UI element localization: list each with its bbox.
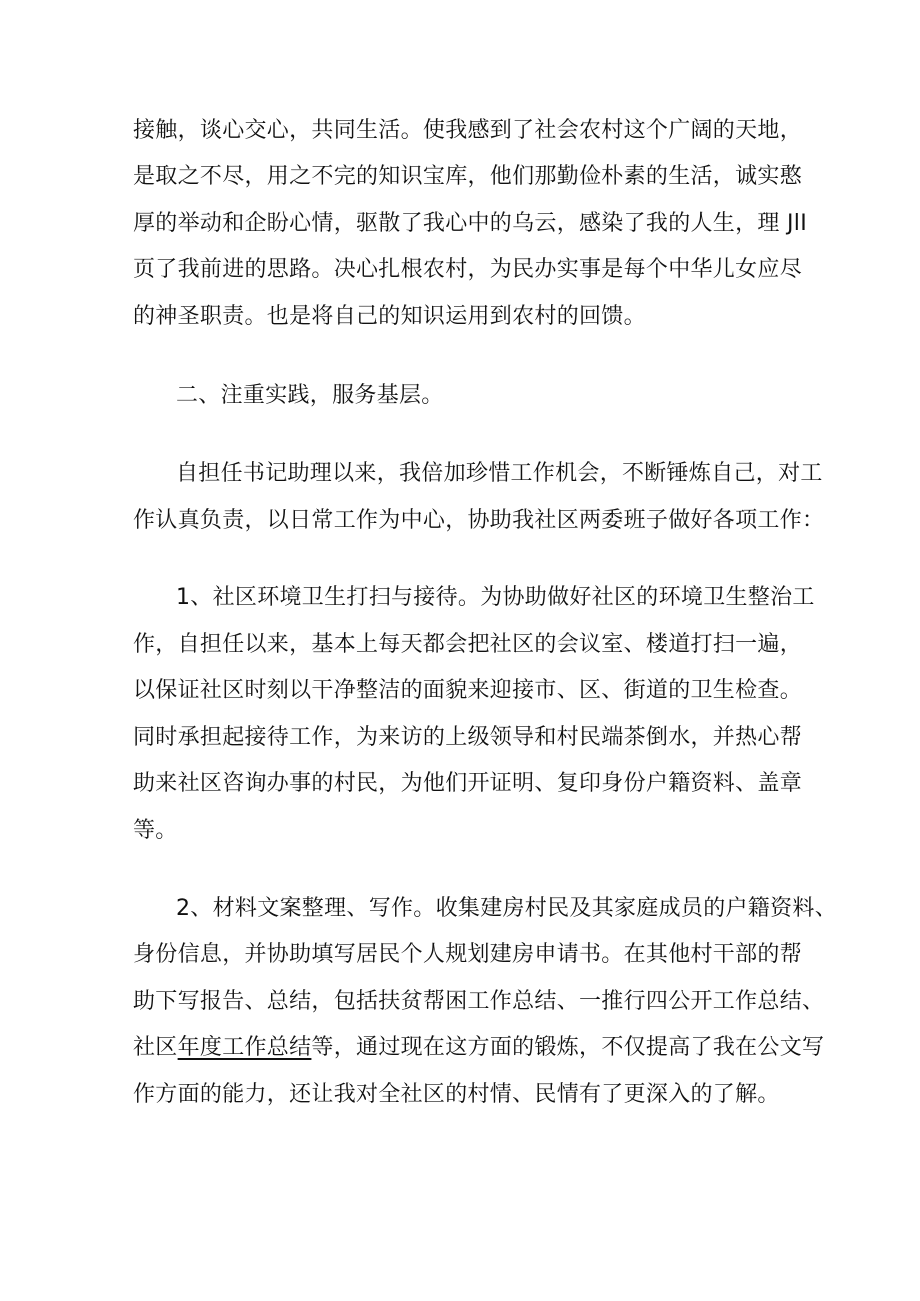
paragraph-3-line-5: 助来社区咨询办事的村民，为他们开证明、复印身份户籍资料、盖章 (133, 771, 803, 796)
annual-work-summary-link[interactable]: 年度工作总结 (177, 1035, 312, 1060)
paragraph-4-line-3: 助下写报告、总结，包括扶贫帮困工作总结、一推行四公开工作总结、 (133, 989, 825, 1014)
paragraph-4-line-5: 作方面的能力，还让我对全社区的村情、民情有了更深入的了解。 (133, 1082, 780, 1107)
paragraph-4-line-2: 身份信息，并协助填写居民个人规划建房申请书。在其他村干部的帮 (133, 942, 803, 967)
paragraph-2-line-2: 作认真负责，以日常工作为中心，协助我社区两委班子做好各项工作： (133, 508, 825, 533)
paragraph-1-line-1: 接触，谈心交心，共同生活。使我感到了社会农村这个广阔的天地， (133, 118, 803, 143)
paragraph-4-line-4-text-after: 等，通过现在这方面的锻炼，不仅提高了我在公文写 (311, 1035, 825, 1060)
paragraph-1-line-5: 的神圣职责。也是将自己的知识运用到农村的回馈。 (133, 304, 646, 329)
paragraph-3-line-1: 1、社区环境卫生打扫与接待。为协助做好社区的环境卫生整治工 (176, 585, 815, 610)
paragraph-2-line-1: 自担任书记助理以来，我倍加珍惜工作机会，不断锤炼自己，对工 (176, 461, 823, 486)
paragraph-3-line-2: 作，自担任以来，基本上每天都会把社区的会议室、楼道打扫一遍， (133, 632, 803, 657)
paragraph-1-line-2: 是取之不尽，用之不完的知识宝库，他们那勤俭朴素的生活，诚实憨 (133, 164, 803, 189)
paragraph-1-line-3: 厚的举动和企盼心情，驱散了我心中的乌云，感染了我的人生，理 JlI (133, 211, 807, 236)
paragraph-3-line-3: 以保证社区时刻以干净整洁的面貌来迎接市、区、街道的卫生检查。 (133, 678, 803, 703)
paragraph-4-line-1: 2、材料文案整理、写作。收集建房村民及其家庭成员的户籍资料、 (176, 896, 837, 921)
section-heading-2: 二、注重实践，服务基层。 (176, 383, 444, 408)
paragraph-3-line-4: 同时承担起接待工作，为来访的上级领导和村民端茶倒水，并热心帮 (133, 725, 803, 750)
paragraph-4-line-4 (133, 1033, 824, 1063)
paragraph-1-line-4: 页了我前进的思路。决心扎根农村，为民办实事是每个中华儿女应尽 (133, 257, 803, 282)
paragraph-4-line-4-text-before: 社区 (133, 1035, 178, 1060)
paragraph-3-line-6: 等。 (133, 818, 178, 843)
